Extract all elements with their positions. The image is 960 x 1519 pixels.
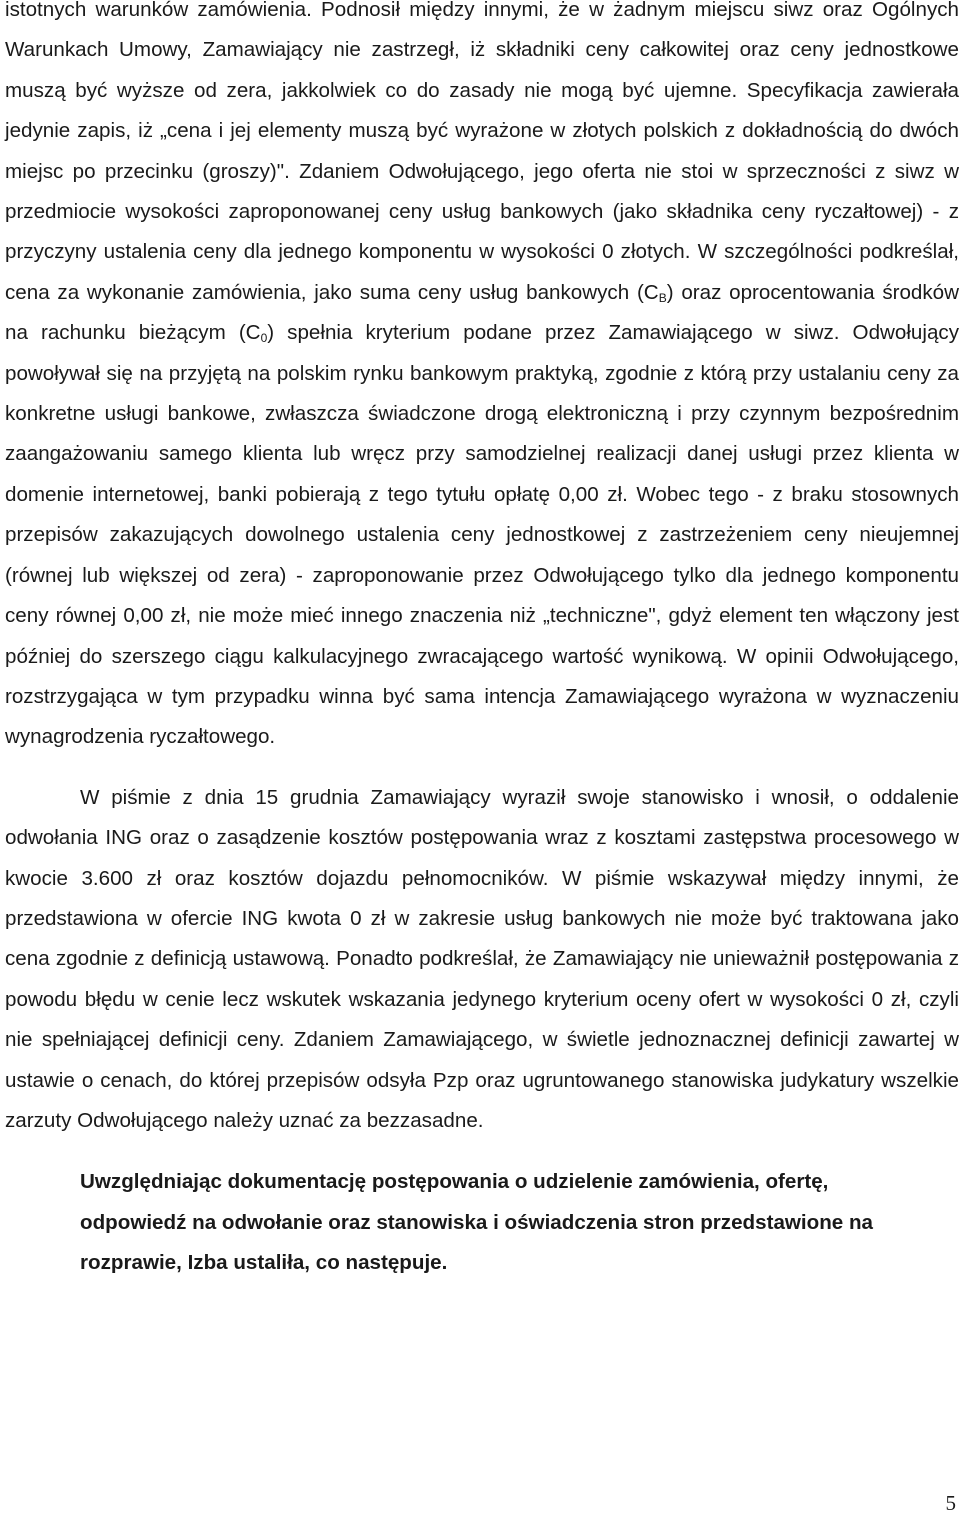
paragraph-1-text-part-1: istotnych warunków zamówienia. Podnosił między innymi, że w żadnym miejscu siwz oraz Ogólnych Warunkach Umowy, Zamawiający nie zastrzegł, iż składniki ceny całkowitej oraz ceny jednostkowe muszą być wyższe od zera, jakkolwiek co do zasady nie mogą być ujemne. Specyfikacja zawierała jedynie zapis, iż „cena i jej elementy muszą być wyrażone w złotych polskich z dokładnością do dwóch miejsc po przecinku (groszy)". Zdaniem Odwołującego, jego oferta nie stoi w sprzeczności z siwz w przedmiocie wysokości zaproponowanej ceny usług bankowych (jako składnika ceny ryczałtowej) - z przyczyny ustalenia ceny dla jednego komponentu w wysokości 0 złotych. W szczególności podkreślał, cena za wykonanie zamówienia, jako suma ceny usług bankowych (C: [5, 0, 959, 304]
heading-line-1: Uwzględniając dokumentację postępowania o udzielenie zamówienia, ofertę,: [80, 1170, 829, 1194]
subscript-b: B: [658, 290, 667, 305]
heading-line-2: odpowiedź na odwołanie oraz stanowiska i oświadczenia stron przedstawione na: [80, 1210, 874, 1234]
paragraph-izba-findings-heading: [5, 1162, 959, 1283]
paragraph-zamawiajacy-position: W piśmie z dnia 15 grudnia Zamawiający wyraził swoje stanowisko i wnosił, o oddalenie odwołania ING oraz o zasądzenie kosztów postępowania wraz z kosztami zastępstwa procesowego w kwocie 3.600 zł oraz kosztów dojazdu pełnomocników. W piśmie wskazywał między innymi, że przedstawiona w ofercie ING kwota 0 zł w zakresie usług bankowych nie może być traktowana jako cena zgodnie z definicją ustawową. Ponadto podkreślał, że Zamawiający nie unieważnił postępowania z powodu błędu w cenie lecz wskutek wskazania jedynego kryterium oceny ofert w wysokości 0 zł, czyli nie spełniającej definicji ceny. Zdaniem Zamawiającego, w świetle jednoznacznej definicji zawartej w ustawie o cenach, do której przepisów odsyła Pzp oraz ugruntowanego stanowiska judykatury wszelkie zarzuty Odwołującego należy uznać za bezzasadne.: [5, 785, 959, 1132]
heading-line-3: rozprawie, Izba ustaliła, co następuje.: [80, 1251, 448, 1275]
subscript-zero: 0: [260, 331, 268, 346]
page-number: 5: [945, 1491, 956, 1515]
paragraph-odwolujacy-arguments: [5, 0, 959, 758]
document-page: [5, 0, 959, 1284]
paragraph-1-text-part-3: ) spełnia kryterium podane przez Zamawiającego w siwz. Odwołujący powoływał się na przyjętą na polskim rynku bankowym praktyką, zgodnie z którą przy ustalaniu ceny za konkretne usługi bankowe, zwłaszcza świadczone drogą elektroniczną i przy czynnym bezpośrednim zaangażowaniu samego klienta lub wręcz przy samodzielnej realizacji danej usługi przez klienta w domenie internetowej, banki pobierają z tego tytułu opłatę 0,00 zł. Wobec tego - z braku stosownych przepisów zakazujących dowolnego ustalenia ceny jednostkowej z zastrzeżeniem ceny nieujemnej (równej lub większej od zera) - zaproponowanie przez Odwołującego tylko dla jednego komponentu ceny równej 0,00 zł, nie może mieć innego znaczenia niż „techniczne", gdyż element ten włączony jest później do szerszego ciągu kalkulacyjnego zwracającego wartość wynikową. W opinii Odwołującego, rozstrzygająca w tym przypadku winna być sama intencja Zamawiającego wyrażona w wyznaczeniu wynagrodzenia ryczałtowego.: [5, 321, 960, 749]
paragraph-1-text-part-2: ) oraz oprocentowania środków na rachunku bieżącym (C: [5, 280, 959, 345]
